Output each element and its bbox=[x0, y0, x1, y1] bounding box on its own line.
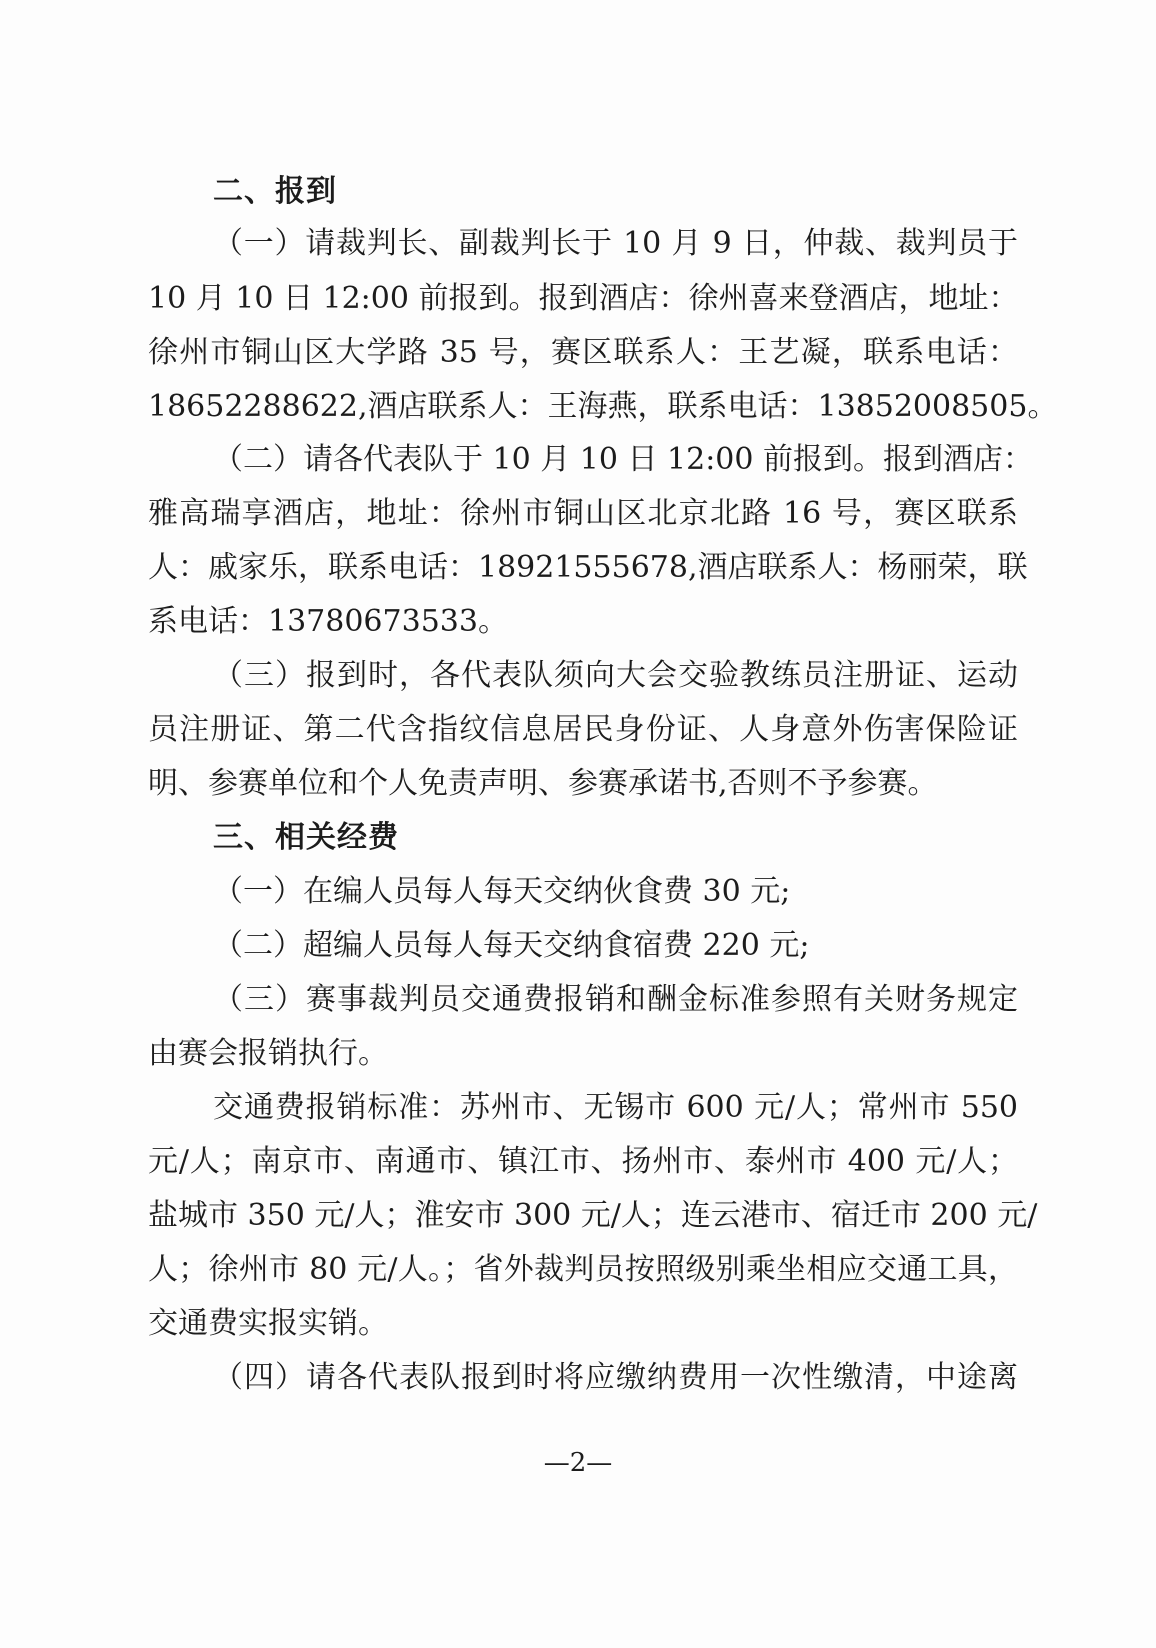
paragraph-line: 盐城市 350 元/人；淮安市 300 元/人；连云港市、宿迁市 200 元/ bbox=[148, 1198, 1038, 1233]
paragraph-line: 人；徐州市 80 元/人。；省外裁判员按照级别乘坐相应交通工具， bbox=[148, 1252, 1018, 1287]
paragraph-line: （三）报到时，各代表队须向大会交验教练员注册证、运动 bbox=[213, 658, 1018, 693]
section-heading-fees: 三、相关经费 bbox=[213, 820, 399, 855]
paragraph-line: （二）请各代表队于 10 月 10 日 12:00 前报到。报到酒店： bbox=[213, 442, 1034, 477]
paragraph-line: （四）请各代表队报到时将应缴纳费用一次性缴清，中途离 bbox=[213, 1360, 1018, 1395]
paragraph-line: （三）赛事裁判员交通费报销和酬金标准参照有关财务规定 bbox=[213, 982, 1018, 1017]
paragraph-line: 徐州市铜山区大学路 35 号，赛区联系人：王艺凝，联系电话： bbox=[148, 335, 1018, 370]
paragraph-line: 员注册证、第二代含指纹信息居民身份证、人身意外伤害保险证 bbox=[148, 712, 1018, 747]
paragraph-line: 由赛会报销执行。 bbox=[148, 1036, 388, 1071]
paragraph-line: 人：戚家乐，联系电话：18921555678,酒店联系人：杨丽荣，联 bbox=[148, 550, 1028, 585]
paragraph-line: 交通费实报实销。 bbox=[148, 1306, 388, 1341]
paragraph-line: （一）请裁判长、副裁判长于 10 月 9 日，仲裁、裁判员于 bbox=[213, 226, 1018, 261]
paragraph-line: （二）超编人员每人每天交纳食宿费 220 元; bbox=[213, 928, 810, 963]
paragraph-line: （一）在编人员每人每天交纳伙食费 30 元; bbox=[213, 874, 791, 909]
paragraph-line: 系电话：13780673533。 bbox=[148, 604, 508, 639]
paragraph-line: 元/人；南京市、南通市、镇江市、扬州市、泰州市 400 元/人； bbox=[148, 1144, 1018, 1179]
page-number: —2— bbox=[543, 1448, 613, 1478]
paragraph-line: 10 月 10 日 12:00 前报到。报到酒店：徐州喜来登酒店，地址： bbox=[148, 281, 1019, 316]
section-heading-registration: 二、报到 bbox=[213, 174, 337, 209]
paragraph-line: 雅高瑞享酒店，地址：徐州市铜山区北京北路 16 号，赛区联系 bbox=[148, 496, 1018, 531]
paragraph-line: 18652288622,酒店联系人：王海燕，联系电话：13852008505。 bbox=[148, 389, 1058, 424]
paragraph-line: 交通费报销标准：苏州市、无锡市 600 元/人；常州市 550 bbox=[213, 1090, 1018, 1125]
paragraph-line: 明、参赛单位和个人免责声明、参赛承诺书,否则不予参赛。 bbox=[148, 766, 938, 801]
